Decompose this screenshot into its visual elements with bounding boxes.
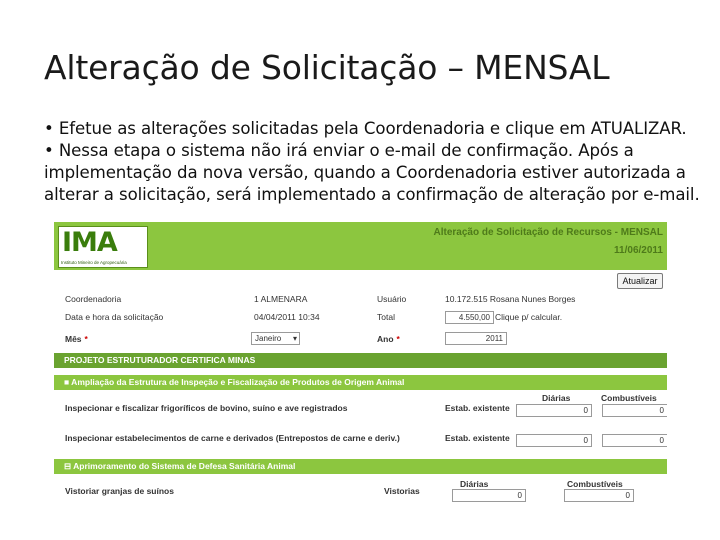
mes-select[interactable] — [251, 332, 300, 345]
diarias-field[interactable]: 0 — [452, 489, 526, 502]
total-field[interactable]: 4.550,00 — [445, 311, 494, 324]
coordenadoria-value: 1 ALMENARA — [254, 294, 308, 304]
diarias-field[interactable]: 0 — [516, 404, 592, 417]
coordenadoria-label: Coordenadoria — [65, 294, 122, 304]
row-label: Vistoriar granjas de suínos — [65, 486, 174, 496]
col-combustiveis: Combustíveis — [601, 393, 657, 403]
required-mark: * — [396, 334, 400, 344]
update-button[interactable]: Atualizar — [617, 273, 663, 289]
combustiveis-field[interactable]: 0 — [602, 404, 667, 417]
mes-label — [65, 334, 88, 344]
row-label: Inspecionar estabelecimentos de carne e derivados (Entrepostos de carne e deriv.) — [65, 433, 400, 443]
mes-select-value: Janeiro — [255, 334, 282, 343]
ima-logo — [58, 226, 148, 268]
total-hint-link[interactable]: Clique p/ calcular. — [495, 312, 563, 322]
total-label: Total — [377, 312, 395, 322]
col-diarias: Diárias — [460, 479, 489, 489]
data-solicitacao-label: Data e hora da solicitação — [65, 312, 164, 322]
bullet-2: • Nessa etapa o sistema não irá enviar o e-mail de confirmação. Após a implementação da nova versão, quando a Coordenadoria estiver autorizada a alterar a solicitação, será implementado a confirmação de alteração por e-mail. — [44, 141, 700, 204]
app-screenshot — [54, 222, 667, 518]
app-header — [54, 222, 667, 270]
diarias-field[interactable]: 0 — [516, 434, 592, 447]
ano-label-text: Ano — [377, 334, 394, 344]
instruction-text — [44, 118, 704, 206]
bottom-fade — [54, 510, 667, 518]
section-2-header[interactable]: ⊟ Aprimoramento do Sistema de Defesa Sanitária Animal — [54, 459, 667, 474]
combustiveis-field[interactable]: 0 — [602, 434, 667, 447]
row-meta-label: Estab. existente — [445, 433, 510, 443]
mes-label-text: Mês — [65, 334, 82, 344]
row-label: Inspecionar e fiscalizar frigoríficos de bovino, suíno e ave registrados — [65, 403, 348, 413]
required-mark: * — [84, 334, 88, 344]
data-solicitacao-value: 04/04/2011 10:34 — [254, 312, 320, 322]
col-diarias: Diárias — [542, 393, 571, 403]
row-meta-label: Estab. existente — [445, 403, 510, 413]
bullet-1: • Efetue as alterações solicitadas pela Coordenadoria e clique em ATUALIZAR. — [44, 119, 687, 138]
ano-label — [377, 334, 400, 344]
usuario-label: Usuário — [377, 294, 407, 304]
project-bar: PROJETO ESTRUTURADOR CERTIFICA MINAS — [54, 353, 667, 368]
row-meta-label: Vistorias — [384, 486, 420, 496]
ano-field[interactable]: 2011 — [445, 332, 507, 345]
section-1-header[interactable]: ■ Ampliação da Estrutura de Inspeção e Fiscalização de Produtos de Origem Animal — [54, 375, 667, 390]
logo-subtitle: Instituto Mineiro de Agropecuária — [61, 260, 127, 265]
col-combustiveis: Combustíveis — [567, 479, 623, 489]
page-date: 11/06/2011 — [614, 245, 663, 256]
combustiveis-field[interactable]: 0 — [564, 489, 634, 502]
page-title: Alteração de Solicitação de Recursos - MENSAL — [433, 227, 663, 238]
slide-title: Alteração de Solicitação – MENSAL — [44, 48, 610, 87]
usuario-value: 10.172.515 Rosana Nunes Borges — [445, 294, 576, 304]
logo-mark: IMA — [62, 227, 117, 258]
